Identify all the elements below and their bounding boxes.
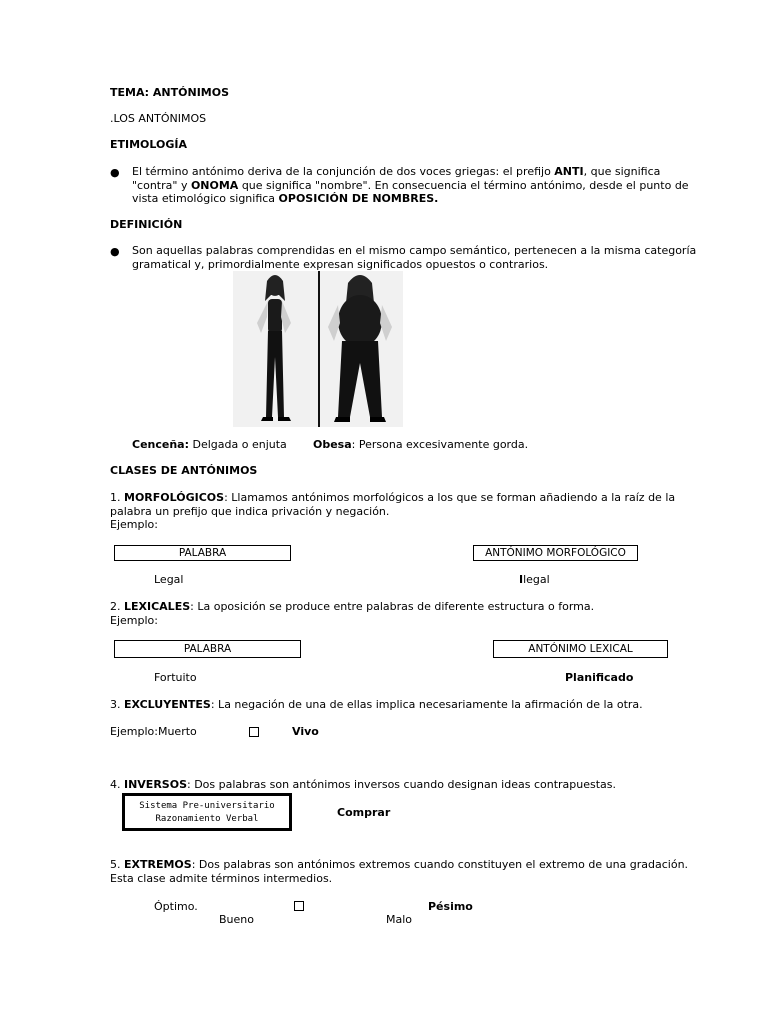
thin-woman-figure <box>233 271 318 427</box>
bullet-icon: ● <box>110 166 120 179</box>
etimologia-line-2: "contra" y ONOMA que significa "nombre". En consecuencia el término antónimo, desde el punto de <box>132 179 689 192</box>
checkbox-icon <box>294 901 304 911</box>
word-ilegal: Ilegal <box>519 573 550 586</box>
antonimo-lexical-box: ANTÓNIMO LEXICAL <box>493 640 668 658</box>
antonimo-morfologico-box: ANTÓNIMO MORFOLÓGICO <box>473 545 638 561</box>
word-vivo: Vivo <box>292 725 319 738</box>
ejemplo-label: Ejemplo: <box>110 518 158 531</box>
extremos-line-2: Esta clase admite términos intermedios. <box>110 872 333 885</box>
cencena-definition: Cenceña: Delgada o enjuta <box>132 438 287 451</box>
subtitle: .LOS ANTÓNIMOS <box>110 112 207 125</box>
word-bueno: Bueno <box>219 913 254 926</box>
ejemplo-label: Ejemplo: <box>110 614 158 627</box>
page-title: TEMA: ANTÓNIMOS <box>110 86 230 99</box>
inversos-line: 4. INVERSOS: Dos palabras son antónimos inversos cuando designan ideas contrapuestas. <box>110 778 616 791</box>
word-optimo: Óptimo. <box>154 900 198 913</box>
checkbox-icon <box>249 727 259 737</box>
palabra-box: PALABRA <box>114 545 291 561</box>
morfologicos-line-2: palabra un prefijo que indica privación y negación. <box>110 505 390 518</box>
clases-heading: CLASES DE ANTÓNIMOS <box>110 464 258 477</box>
word-fortuito: Fortuito <box>154 671 197 684</box>
comparison-photo <box>233 271 403 427</box>
excluyentes-example: Ejemplo:Muerto <box>110 725 197 738</box>
word-pesimo: Pésimo <box>428 900 473 913</box>
etimologia-heading: ETIMOLOGÍA <box>110 138 188 151</box>
palabra-box: PALABRA <box>114 640 301 658</box>
word-planificado: Planificado <box>565 671 634 684</box>
definicion-line-1: Son aquellas palabras comprendidas en el mismo campo semántico, pertenecen a la misma categoría <box>132 244 697 257</box>
obese-woman-figure <box>320 271 403 427</box>
obesa-definition: Obesa: Persona excesivamente gorda. <box>313 438 529 451</box>
etimologia-line-3: vista etimológico significa OPOSICIÓN DE NOMBRES. <box>132 192 439 205</box>
definicion-line-2: gramatical y, primordialmente expresan significados opuestos o contrarios. <box>132 258 549 271</box>
etimologia-line-1: El término antónimo deriva de la conjunción de dos voces griegas: el prefijo ANTI, que significa <box>132 165 661 178</box>
bullet-icon: ● <box>110 245 120 258</box>
lexicales-line: 2. LEXICALES: La oposición se produce entre palabras de diferente estructura o forma. <box>110 600 595 613</box>
sistema-line-2: Razonamiento Verbal <box>155 814 259 824</box>
word-legal: Legal <box>154 573 184 586</box>
sistema-preuniversitario-box <box>122 793 292 831</box>
word-comprar: Comprar <box>337 806 391 819</box>
word-malo: Malo <box>386 913 413 926</box>
excluyentes-line: 3. EXCLUYENTES: La negación de una de ellas implica necesariamente la afirmación de la otra. <box>110 698 643 711</box>
definicion-heading: DEFINICIÓN <box>110 218 183 231</box>
extremos-line-1: 5. EXTREMOS: Dos palabras son antónimos extremos cuando constituyen el extremo de una gradación. <box>110 858 689 871</box>
sistema-line-1: Sistema Pre-universitario <box>139 801 275 811</box>
morfologicos-line-1: 1. MORFOLÓGICOS: Llamamos antónimos morfológicos a los que se forman añadiendo a la raíz de la <box>110 491 676 504</box>
